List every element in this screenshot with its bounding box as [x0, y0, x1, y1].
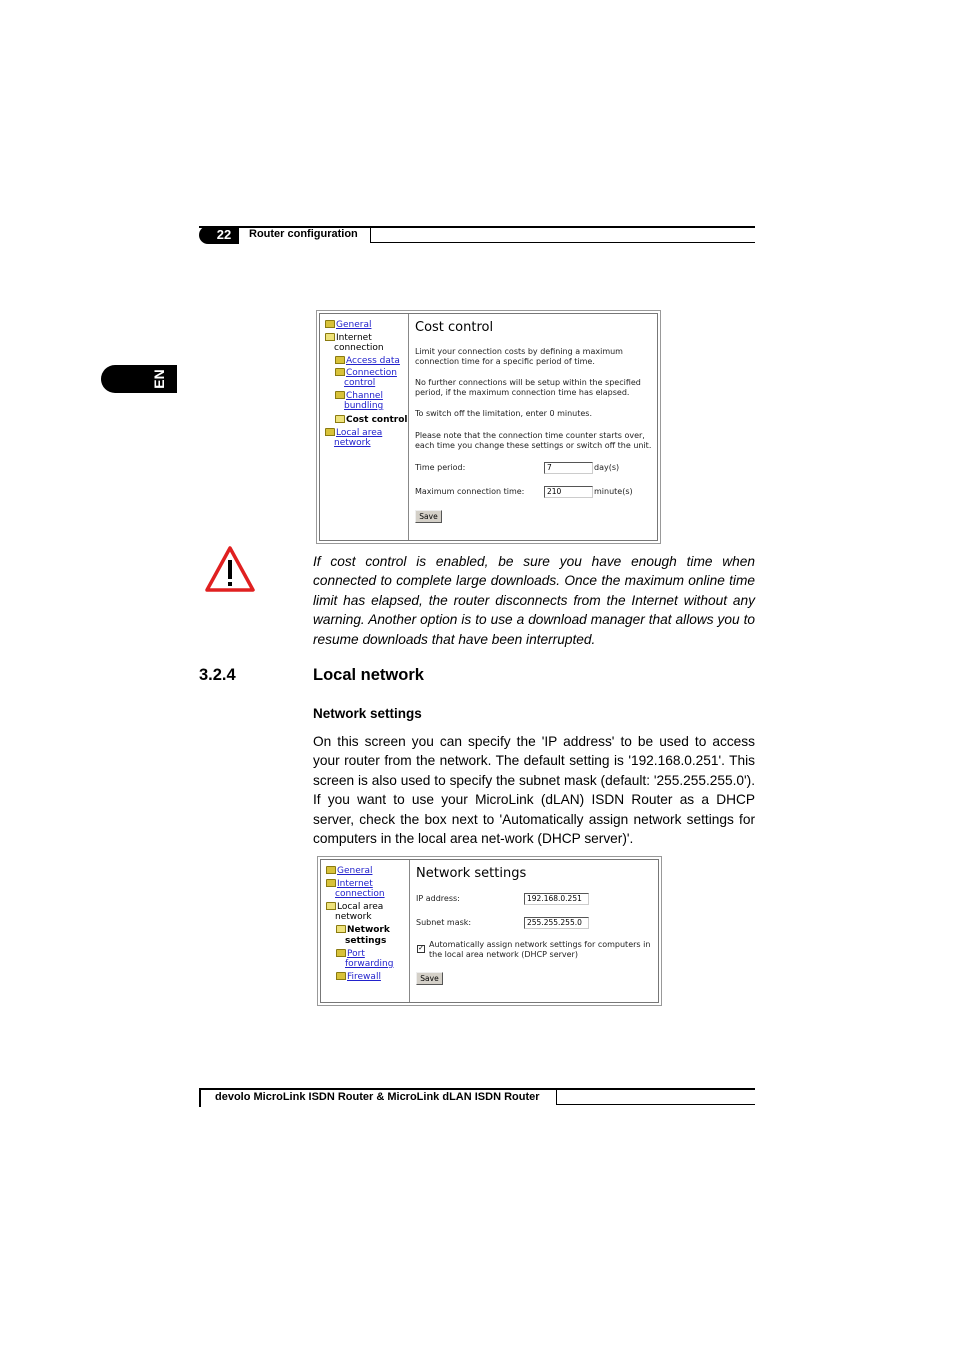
- nav-label: Firewall: [347, 972, 381, 982]
- ip-address-input[interactable]: 192.168.0.251: [524, 893, 589, 905]
- footer-left-bar: [199, 1088, 201, 1107]
- save-button[interactable]: Save: [415, 510, 442, 523]
- description-line: To switch off the limitation, enter 0 minutes.: [415, 409, 593, 418]
- nav-label: Connection: [346, 368, 397, 378]
- nav-item-connection-control[interactable]: [346, 368, 397, 378]
- page-header: [199, 226, 755, 244]
- page-title: Network settings: [416, 866, 527, 881]
- subnet-mask-label: Subnet mask:: [416, 918, 472, 927]
- nav-label: Internet: [337, 879, 373, 889]
- section-title: Local network: [313, 666, 424, 684]
- language-tab: [101, 365, 177, 393]
- nav-tree: [321, 860, 410, 1002]
- nav-item-access-data[interactable]: [346, 356, 400, 366]
- subnet-mask-input[interactable]: 255.255.255.0: [524, 917, 589, 929]
- nav-label: connection: [335, 889, 385, 899]
- ip-address-label: IP address:: [416, 894, 460, 903]
- folder-icon: [326, 866, 336, 874]
- nav-label: Network: [347, 925, 390, 935]
- content-pane: [410, 860, 658, 1002]
- nav-label: General: [337, 866, 373, 876]
- content-pane: [409, 314, 657, 540]
- network-settings-screenshot: [317, 856, 662, 1006]
- nav-item-internet-connection[interactable]: [337, 879, 373, 889]
- folder-icon: [335, 356, 345, 364]
- description-line: each time you change these settings or switch off the unit.: [415, 441, 652, 450]
- page-title: Cost control: [415, 320, 494, 335]
- description-line: Please note that the connection time counter starts over,: [415, 431, 645, 440]
- nav-label: control: [344, 378, 376, 388]
- nav-label: network: [335, 912, 372, 922]
- header-separator: [370, 228, 371, 243]
- page-number: 22: [216, 227, 232, 242]
- nav-item-channel-bundling[interactable]: [346, 391, 383, 401]
- nav-item-general[interactable]: [336, 320, 371, 330]
- dhcp-label-line2: the local area network (DHCP server): [429, 950, 578, 959]
- nav-label: Access data: [346, 356, 400, 366]
- cost-control-screenshot: [316, 310, 661, 544]
- nav-item-cost-control[interactable]: [346, 415, 408, 425]
- nav-item-general[interactable]: [337, 866, 372, 876]
- nav-item-network-settings-line2[interactable]: [345, 936, 386, 946]
- screenshot-frame: [320, 859, 659, 1003]
- nav-item-local-area-network[interactable]: [336, 428, 382, 438]
- nav-label: Internet: [336, 333, 372, 343]
- nav-label: forwarding: [345, 959, 394, 969]
- folder-icon: [335, 391, 345, 399]
- footer-underline: [556, 1104, 755, 1105]
- description-line: connection time for a specific period of time.: [415, 357, 595, 366]
- nav-label: bundling: [344, 401, 384, 411]
- description-line: period, if the maximum connection time has elapsed.: [415, 388, 630, 397]
- footer-rule: [199, 1088, 755, 1090]
- description-line: No further connections will be setup within the specified: [415, 378, 641, 387]
- nav-item-internet-connection-line2[interactable]: [335, 889, 385, 899]
- folder-icon: [325, 428, 335, 436]
- save-button[interactable]: Save: [416, 972, 443, 985]
- max-connection-time-input[interactable]: 210: [544, 486, 593, 498]
- footer-separator: [556, 1090, 557, 1105]
- time-period-input[interactable]: 7: [544, 462, 593, 474]
- subheading: Network settings: [313, 706, 422, 721]
- folder-icon: [335, 368, 345, 376]
- footer-title: devolo MicroLink ISDN Router & MicroLink dLAN ISDN Router: [215, 1091, 540, 1103]
- language-label: EN: [151, 369, 167, 389]
- nav-item-local-area-network-line2: [335, 912, 372, 922]
- header-underline: [371, 242, 755, 243]
- nav-label: Local area: [337, 902, 384, 912]
- max-connection-time-label: Maximum connection time:: [415, 487, 525, 496]
- page-footer: [199, 1088, 755, 1108]
- nav-item-port-forwarding-line2[interactable]: [345, 959, 393, 969]
- nav-item-internet[interactable]: [336, 333, 372, 343]
- nav-label: Channel: [346, 391, 383, 401]
- nav-label: connection: [334, 343, 384, 353]
- folder-icon: [326, 879, 336, 887]
- nav-item-local-area-network[interactable]: [337, 902, 383, 912]
- nav-item-internet-line2: [334, 343, 384, 353]
- open-folder-icon: [326, 902, 336, 910]
- folder-icon: [336, 972, 346, 980]
- nav-item-network-settings[interactable]: [347, 925, 390, 935]
- screenshot-frame: [319, 313, 658, 541]
- nav-item-port-forwarding[interactable]: [347, 949, 365, 959]
- nav-label: General: [336, 320, 372, 330]
- folder-icon: [336, 949, 346, 957]
- dhcp-checkbox[interactable]: ✓: [418, 945, 424, 952]
- description-line: Limit your connection costs by defining a maximum: [415, 347, 623, 356]
- warning-icon: [204, 545, 256, 593]
- nav-label: settings: [345, 936, 387, 946]
- nav-label: Port: [347, 949, 365, 959]
- folder-icon: [325, 320, 335, 328]
- warning-text: If cost control is enabled, be sure you have enough time when connected to complete large downloads. Once the maximum online time limit has elapsed, the router disconnects from the Internet without any warning. Another option is to use a download manager that allows you to resume downloads that have been interrupted.: [313, 554, 755, 647]
- open-folder-icon: [335, 415, 345, 423]
- nav-label: Local area: [336, 428, 383, 438]
- open-folder-icon: [336, 925, 346, 933]
- nav-label: Cost control: [346, 415, 408, 425]
- header-title: Router configuration: [249, 228, 358, 240]
- open-folder-icon: [325, 333, 335, 341]
- nav-item-connection-control-line2[interactable]: [344, 378, 375, 388]
- section-number: 3.2.4: [199, 666, 236, 684]
- nav-item-firewall[interactable]: [347, 972, 381, 982]
- max-connection-time-unit: minute(s): [594, 487, 633, 496]
- nav-label: network: [334, 438, 371, 448]
- body-paragraph: On this screen you can specify the 'IP address' to be used to access your router from the network. The default setting is '192.168.0.251'. This screen is also used to specify the subnet mask (default: '255.255.255.0'). If you want to use your MicroLink (dLAN) ISDN Router as a DHCP server, check the box next to 'Automatically assign network settings for computers in the local area net-work (DHCP server)'.: [313, 734, 755, 847]
- nav-item-channel-bundling-line2[interactable]: [344, 401, 383, 411]
- time-period-label: Time period:: [415, 463, 466, 472]
- dhcp-label: Automatically assign network settings for computers in: [429, 940, 651, 949]
- time-period-unit: day(s): [594, 463, 620, 472]
- nav-tree: [320, 314, 409, 540]
- nav-item-local-area-network-line2[interactable]: [334, 438, 371, 448]
